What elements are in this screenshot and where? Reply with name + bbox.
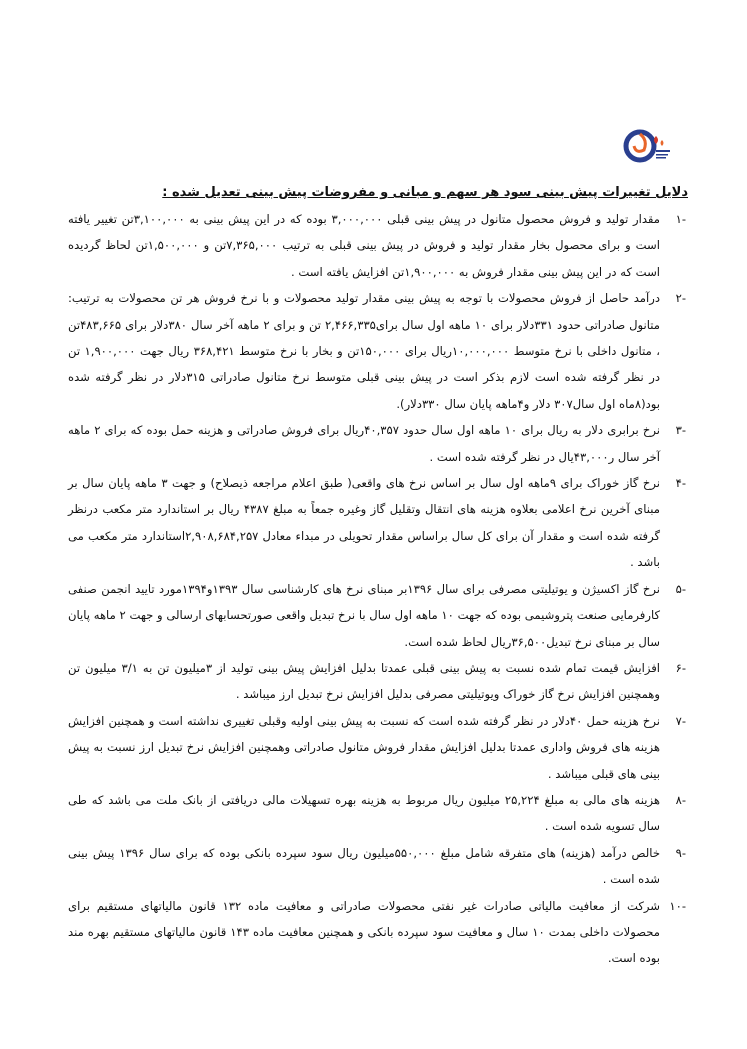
list-item (68, 840, 686, 893)
item-number: -۲ (675, 291, 686, 306)
list-item (68, 655, 686, 708)
item-text: نرخ گاز خوراک برای ۹ماهه اول سال بر اساس نرخ های واقعی( طبق اعلام مراجعه ذیصلاح) و جهت ۳ ماهه پایان سال بر مبنای آخرین نرخ اعلامی بعلاوه هزینه های انتقال وتقلیل گاز وغیره جمعاً به مبلغ ۴۳۸۷ ریال بر استاندارد متر مکعب درنظر گرفته شده است و مقدار آن برای کل سال براساس مقدار تحویلی در مبداء معادل ۲,۹۰۸,۶۸۴,۲۵۷استاندارد متر مکعب می باشد . (68, 476, 661, 570)
item-number: -۵ (675, 581, 686, 596)
list-item (68, 206, 686, 285)
item-text: نرخ برابری دلار به ریال برای ۱۰ ماهه اول سال حدود ۴۰,۳۵۷ریال برای فروش صادراتی و هزینه حمل بوده که برای ۲ ماهه آخر سال ر۴۳,۰۰۰یال در نظر گرفته شده است . (68, 423, 660, 464)
item-text: هزینه های مالی به مبلغ ۲۵,۲۲۴ میلیون ریال مربوط به هزینه بهره تسهیلات مالی دریافتی از بانک ملت می باشد که طی سال تسویه شده است . (68, 792, 661, 834)
list-item (68, 285, 686, 417)
item-number: -۳ (675, 423, 686, 438)
item-number: -۶ (675, 660, 686, 675)
item-text: خالص درآمد (هزینه) های متفرقه شامل مبلغ ۵۵۰,۰۰۰میلیون ریال سود سپرده بانکی بوده که برای سال ۱۳۹۶ پیش بینی شده است . (68, 845, 660, 887)
list-item (68, 576, 686, 655)
item-text: نرخ گاز اکسیژن و یوتیلیتی مصرفی برای سال ۱۳۹۶بر مبنای نرخ های کارشناسی سال ۱۳۹۳و۱۳۹۴مورد تایید انجمن صنفی کارفرمایی صنعت پتروشیمی بوده که جهت ۱۰ ماهه اول سال با نرخ تبدیل واقعی صورتحسابهای ارسالی و جهت ۲ ماهه پایان سال بر مبنای نرخ تبدیل۳۶,۵۰۰ریال لحاظ شده است. (68, 581, 661, 649)
item-number: -۸ (675, 792, 686, 807)
item-text: نرخ هزینه حمل ۴۰دلار در نظر گرفته شده است که نسبت به پیش بینی اولیه وقبلی تغییری نداشته است و همچنین افزایش هزینه های فروش واداری عمدتا بدلیل افزایش مقدار فروش متانول صادراتی وهمچنین افزایش نرخ تبدیل ارز نسبت به پیش بینی های قبلی میباشد . (68, 713, 660, 781)
item-text: شرکت از معافیت مالیاتی صادرات غیر نفتی محصولات صادراتی و معافیت ماده ۱۳۲ قانون مالیاتهای مستقیم برای محصولات داخلی بمدت ۱۰ سال و معافیت سود سپرده بانکی و همچنین معافیت ماده ۱۴۳ قانون مالیاتهای مستقیم بهره مند بوده است. (68, 898, 660, 966)
list-item (68, 708, 686, 787)
item-number: -۱ (675, 212, 686, 226)
list-item (68, 787, 686, 840)
item-number: -۴ (675, 476, 686, 491)
section-heading: دلایل تغییرات پیش بینی سود هر سهم و مبانی و مفروضات پیش بینی تعدیل شده : (162, 185, 688, 200)
item-text: درآمد حاصل از فروش محصولات با توجه به پیش بینی مقدار تولید محصولات و با نرخ فروش هر تن محصولات به ترتیب: متانول صادراتی حدود ۳۳۱دلار برای ۱۰ ماهه اول سال برای۲,۴۶۶,۳۳۵ تن و برای ۲ ماهه آخر سال ۳۸۰دلار برای ۴۸۳,۶۶۵تن ، متانول داخلی با نرخ متوسط ۱۰,۰۰۰,۰۰۰ریال برای ۱۵۰,۰۰۰تن و بخار با نرخ متوسط ۳۶۸,۴۲۱ ریال جهت ۱,۹۰۰,۰۰۰ تن در نظر گرفته شده است لازم بذکر است در پیش بینی قبلی متوسط نرخ متانول صادراتی ۳۱۵دلار در نظر گرفته شده بود(۸ماه اول سال۳۰۷ دلار و۴ماهه پایان سال ۳۳۰دلار). (68, 291, 661, 411)
item-number: -۷ (675, 713, 686, 728)
item-text: مقدار تولید و فروش محصول متانول در پیش بینی قبلی ۳,۰۰۰,۰۰۰ بوده که در این پیش بینی به ۳,۱۰۰,۰۰۰تن تغییر یافته است و برای محصول بخار مقدار تولید و فروش در پیش بینی قبلی به ترتیب ۷,۳۶۵,۰۰۰تن و ۱,۵۰۰,۰۰۰تن لحاظ گردیده است که در این پیش بینی مقدار فروش به ۱,۹۰۰,۰۰۰تن افزایش یافته است . (68, 212, 660, 279)
item-number: -۹ (675, 845, 686, 860)
list-item (68, 417, 686, 470)
list-item (68, 893, 686, 972)
list-item (68, 470, 686, 576)
company-logo-icon (622, 128, 672, 168)
explanation-list (68, 206, 686, 972)
item-number: -۱۰ (669, 898, 686, 913)
item-text: افزایش قیمت تمام شده نسبت به پیش بینی قبلی عمدتا بدلیل افزایش پیش بینی تولید از ۳میلیون تن به ۳/۱ میلیون تن وهمچنین افزایش نرخ گاز خوراک ویوتیلیتی مصرفی بدلیل افزایش نرخ تبدیل ارز میباشد . (68, 660, 660, 702)
